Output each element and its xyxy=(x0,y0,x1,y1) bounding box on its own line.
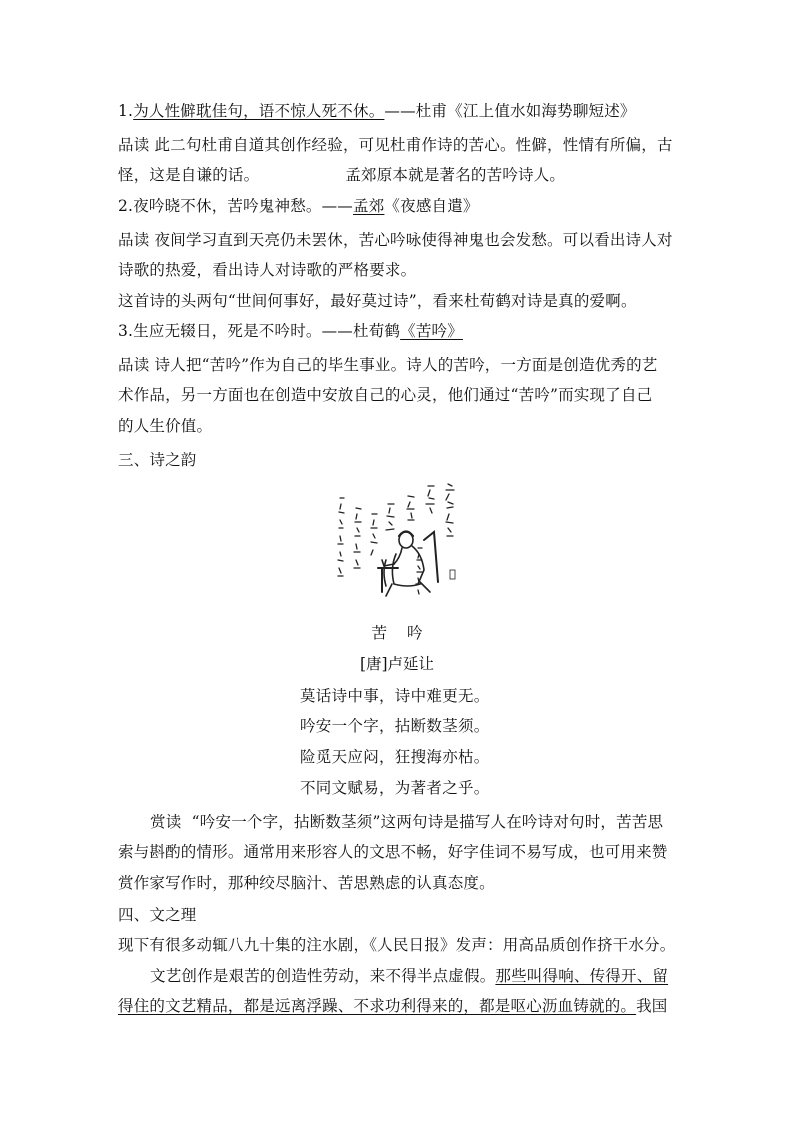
item2-author: 孟郊 xyxy=(353,197,385,215)
item2-read-label: 品读 xyxy=(118,231,150,249)
item1-read-text2a: 怪，这是自谦的话。 xyxy=(118,166,260,184)
item3-work: 《苦吟》 xyxy=(400,322,463,340)
item1-quote: 为人性僻耽佳句，语不惊人死不休。 xyxy=(133,102,385,120)
poem-line-2: 吟安一个字，拈断数茎须。 xyxy=(300,717,490,735)
poet-figure xyxy=(382,532,430,597)
item3-line xyxy=(118,321,678,341)
item3-quote: 生应无辍日，死是不吟时。 xyxy=(133,322,322,340)
poem-line-1: 莫话诗中事，诗中难更无。 xyxy=(300,687,490,705)
appreciation-text1: “吟安一个字，拈断数茎须”这两句诗是描写人在吟诗对句时，苦苦思 xyxy=(191,813,664,831)
item3-read-text3: 的人生价值。 xyxy=(118,417,213,435)
item2-work: 《夜感自遣》 xyxy=(384,197,479,215)
appreciation-line2: 索与斟酌的情形。通常用来形容人的文思不畅，好字佳词不易写成，也可用来赞 xyxy=(118,843,668,861)
item2-reading-line2 xyxy=(118,260,678,280)
section-four-para-d: 我国 xyxy=(636,997,668,1015)
item2-dash: —— xyxy=(321,197,354,215)
item3-author: ——杜荀鹤 xyxy=(321,322,401,340)
item3-read-text1: 诗人把“苦吟”作为自己的毕生事业。诗人的苦吟，一方面是创造优秀的艺 xyxy=(154,356,658,374)
section-four-para-line2 xyxy=(118,996,678,1016)
item1-author: ——杜甫 xyxy=(384,102,448,120)
appreciation-line1 xyxy=(150,812,680,832)
appreciation-label: 赏读 xyxy=(150,813,182,831)
section-three-heading: 三、诗之韵 xyxy=(118,451,197,469)
item3-reading-line1 xyxy=(118,355,678,375)
calligraphy-strokes xyxy=(338,484,454,594)
item3-read-label: 品读 xyxy=(118,356,150,374)
item1-line xyxy=(118,101,678,121)
section-four-heading: 四、文之理 xyxy=(118,906,197,924)
section-four-para-a: 文艺创作是艰苦的创造性劳动，来不得半点虚假。 xyxy=(150,967,496,985)
poem-line-3: 险觅天应闷，狂搜海亦枯。 xyxy=(300,748,490,766)
item1-read-text2b: 孟郊原本就是著名的苦吟诗人。 xyxy=(345,166,566,184)
item1-read-label: 品读 xyxy=(118,136,150,154)
poem-title-char-1: 苦 xyxy=(371,624,387,642)
poet-ink-illustration xyxy=(328,478,466,606)
item2-reading-line1 xyxy=(118,230,678,250)
item2-extra-line xyxy=(118,291,678,311)
appreciation-line3: 赏作家写作时，那种绞尽脑汁、苦思熟虑的认真态度。 xyxy=(118,874,495,892)
item2-number: 2. xyxy=(118,197,134,215)
item3-number: 3. xyxy=(118,322,134,340)
red-seal-mark xyxy=(450,570,455,579)
item1-work: 《江上值水如海势聊短述》 xyxy=(447,102,636,120)
poem-author: [唐]卢延让 xyxy=(359,655,435,673)
item3-reading-line3 xyxy=(118,416,678,436)
poem-line-4: 不同文赋易，为著者之乎。 xyxy=(300,779,490,797)
item2-read-text1: 夜间学习直到天亮仍未罢休，苦心吟咏使得神鬼也会发愁。可以看出诗人对 xyxy=(154,231,673,249)
section-four-para-c: 得住的文艺精品，都是远离浮躁、不求功利得来的，都是呕心沥血铸就的。 xyxy=(118,997,637,1015)
item1-number: 1. xyxy=(118,102,134,120)
item1-reading-line2 xyxy=(118,165,678,185)
item2-quote: 夜吟晓不休，苦吟鬼神愁。 xyxy=(133,197,322,215)
item1-reading-line1 xyxy=(118,135,678,155)
poem-title-char-2: 吟 xyxy=(407,624,423,642)
section-four-para-line1 xyxy=(150,966,680,986)
item2-read-text2: 诗歌的热爱，看出诗人对诗歌的严格要求。 xyxy=(118,261,417,279)
item1-read-text1: 此二句杜甫自道其创作经验，可见杜甫作诗的苦心。性僻，性情有所偏，古 xyxy=(154,136,673,154)
item2-line xyxy=(118,196,678,216)
item3-reading-line2 xyxy=(118,385,678,405)
poem-title xyxy=(0,623,794,643)
item2-extra-text: 这首诗的头两句“世间何事好，最好莫过诗”，看来杜荀鹤对诗是真的爱啊。 xyxy=(118,292,637,310)
poem-title-underlined xyxy=(361,624,432,642)
section-four-para-b: 那些叫得响、传得开、留 xyxy=(495,967,669,985)
section-four-line1: 现下有很多动辄八九十集的注水剧，《人民日报》发声：用高品质创作挤干水分。 xyxy=(118,936,676,954)
item3-read-text2: 术作品，另一方面也在创造中安放自己的心灵，他们通过“苦吟”而实现了自己 xyxy=(118,386,653,404)
